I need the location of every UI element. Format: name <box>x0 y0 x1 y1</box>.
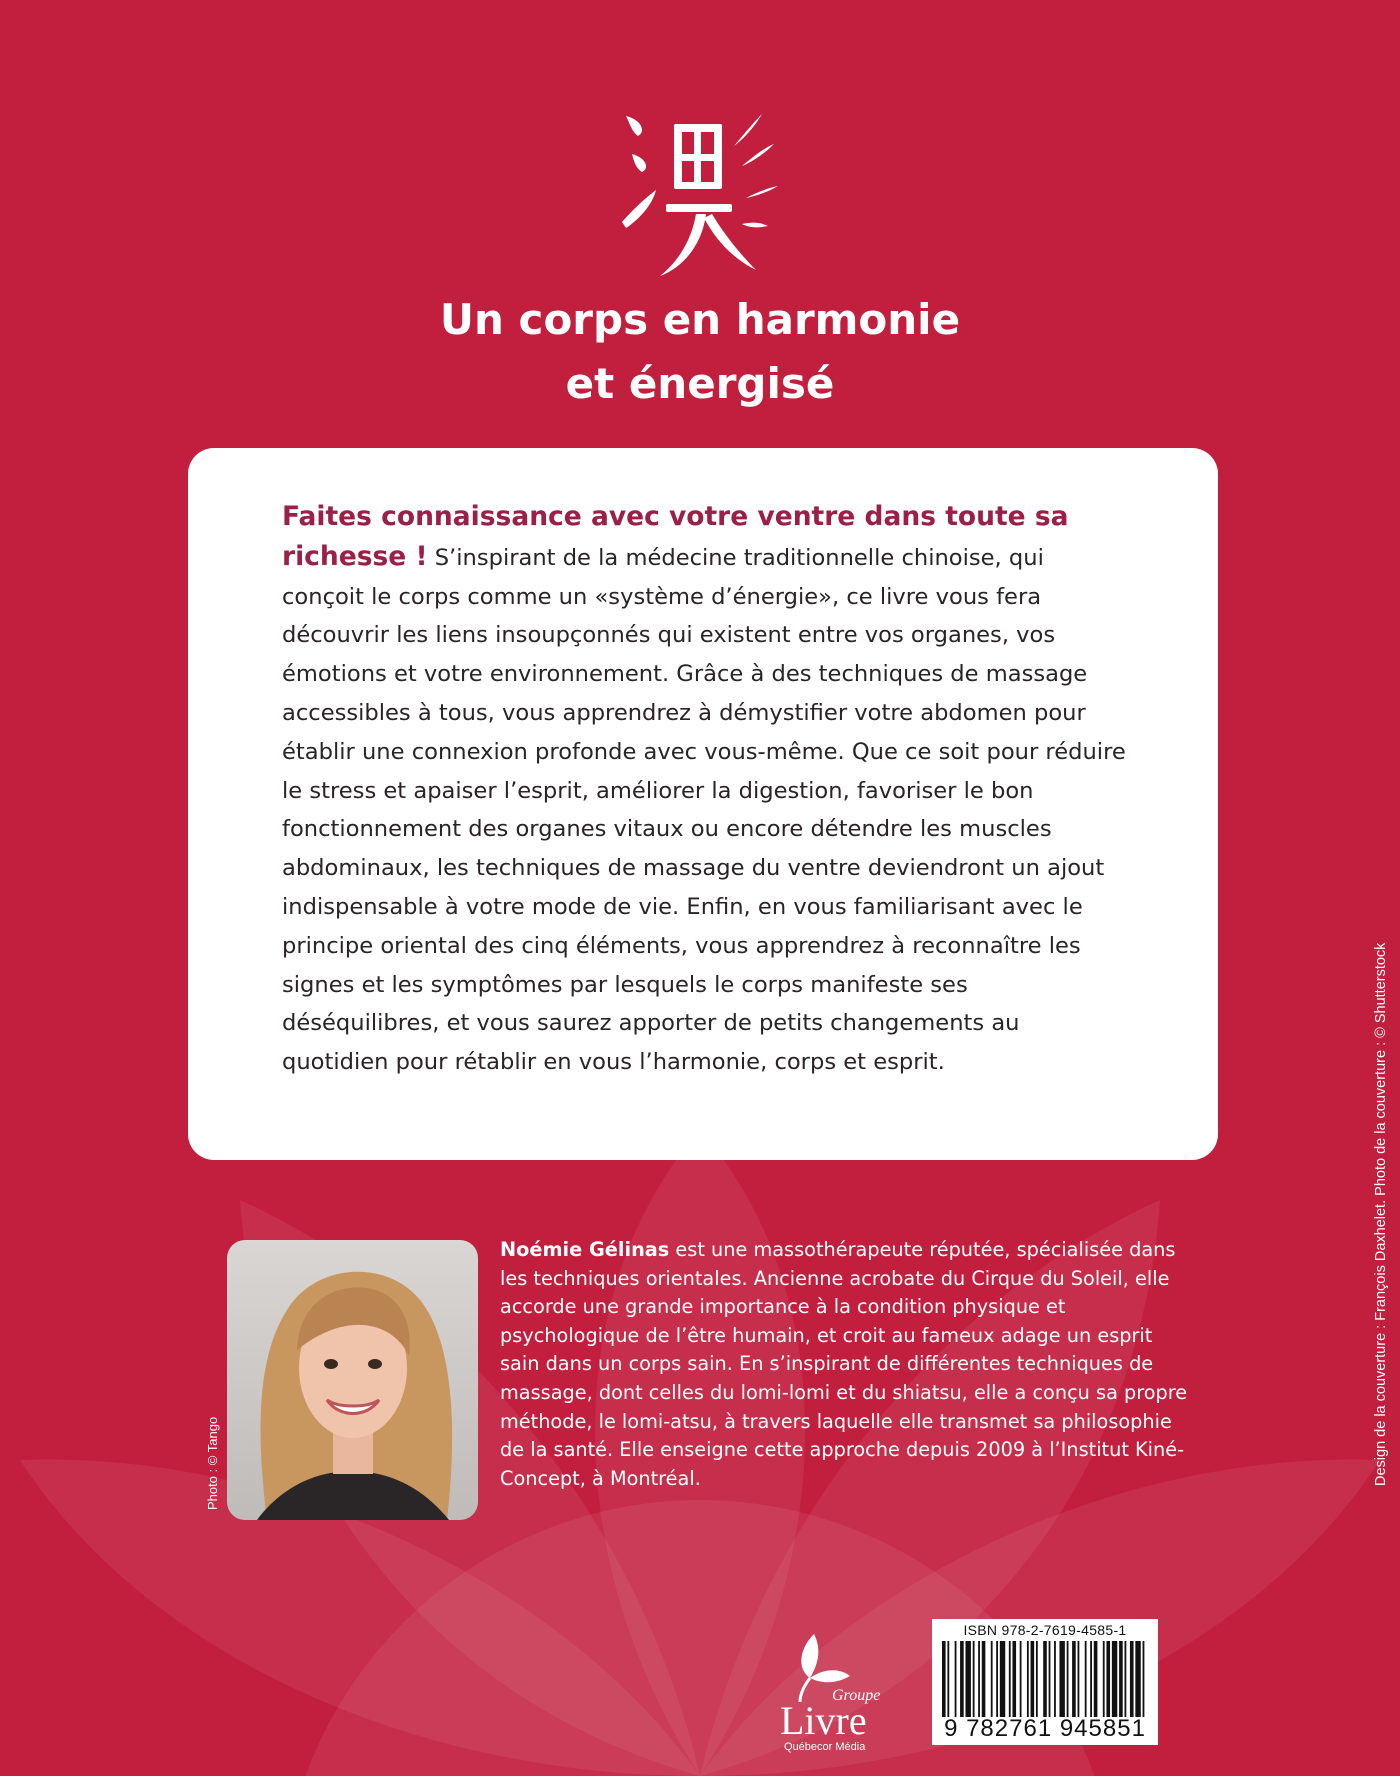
book-title <box>0 288 1400 416</box>
description-lead: Faites connaissance avec votre ventre dans toute sa richesse ! <box>282 501 1069 572</box>
description-body: S’inspirant de la médecine traditionnelle chinoise, qui conçoit le corps comme un «système d’énergie», ce livre vous fera découvrir les liens insoupçonnés qui existent entre vos organes, vos émotions et votre environnement. Grâce à des techniques de massage accessibles à tous, vous apprendrez à démystifier votre abdomen pour établir une connexion profonde avec vous-même. Que ce soit pour réduire le stress et apaiser l’esprit, améliorer la digestion, favoriser le bon fonctionnement des organes vitaux ou encore détendre les muscles abdominaux, les techniques de massage du ventre deviendront un ajout indispensable à votre mode de vie. Enfin, en vous familiarisant avec le principe oriental des cinq éléments, vous apprendrez à reconnaître les signes et les symptômes par lesquels le corps manifeste ses déséquilibres, et vous saurez apporter de petits changements au quotidien pour rétablir en vous l’harmonie, corps et esprit. <box>282 544 1126 1076</box>
description-paragraph <box>282 498 1128 1082</box>
author-portrait-image <box>227 1240 478 1520</box>
isbn-digits: 9 782761 945851 <box>944 1715 1146 1742</box>
isbn-label: ISBN 978-2-7619-4585-1 <box>963 1622 1127 1638</box>
publisher-line-1: Groupe <box>832 1687 881 1704</box>
title-line-1: Un corps en harmonie <box>439 295 961 344</box>
isbn-barcode-box <box>932 1619 1158 1745</box>
chinese-character-icon <box>612 110 788 286</box>
photo-credit: Photo : © Tango <box>205 1416 220 1510</box>
author-name: Noémie Gélinas <box>500 1238 670 1261</box>
author-photo <box>227 1240 478 1520</box>
cover-credits: Design de la couverture : François Daxhelet. Photo de la couverture : © Shutterstock <box>1373 942 1389 1486</box>
publisher-line-2: Livre <box>780 1698 867 1743</box>
author-bio <box>500 1236 1190 1493</box>
title-line-2: et énergisé <box>565 359 835 408</box>
description-card <box>188 448 1218 1160</box>
publisher-line-3: Québecor Média <box>784 1741 866 1753</box>
barcode-icon <box>942 1641 1148 1717</box>
author-bio-text: est une massothérapeute réputée, spécialisée dans les techniques orientales. Ancienne acrobate du Cirque du Soleil, elle accorde une grande importance à la condition physique et psychologique de l’être humain, et croit au fameux adage un esprit sain dans un corps sain. En s’inspirant de différentes techniques de massage, dont celles du lomi-lomi et du shiatsu, elle a conçu sa propre méthode, le lomi-atsu, à travers laquelle elle transmet sa philosophie de la santé. Elle enseigne cette approche depuis 2009 à l’Institut Kiné-Concept, à Montréal. <box>500 1238 1188 1490</box>
publisher-logo <box>770 1628 890 1756</box>
